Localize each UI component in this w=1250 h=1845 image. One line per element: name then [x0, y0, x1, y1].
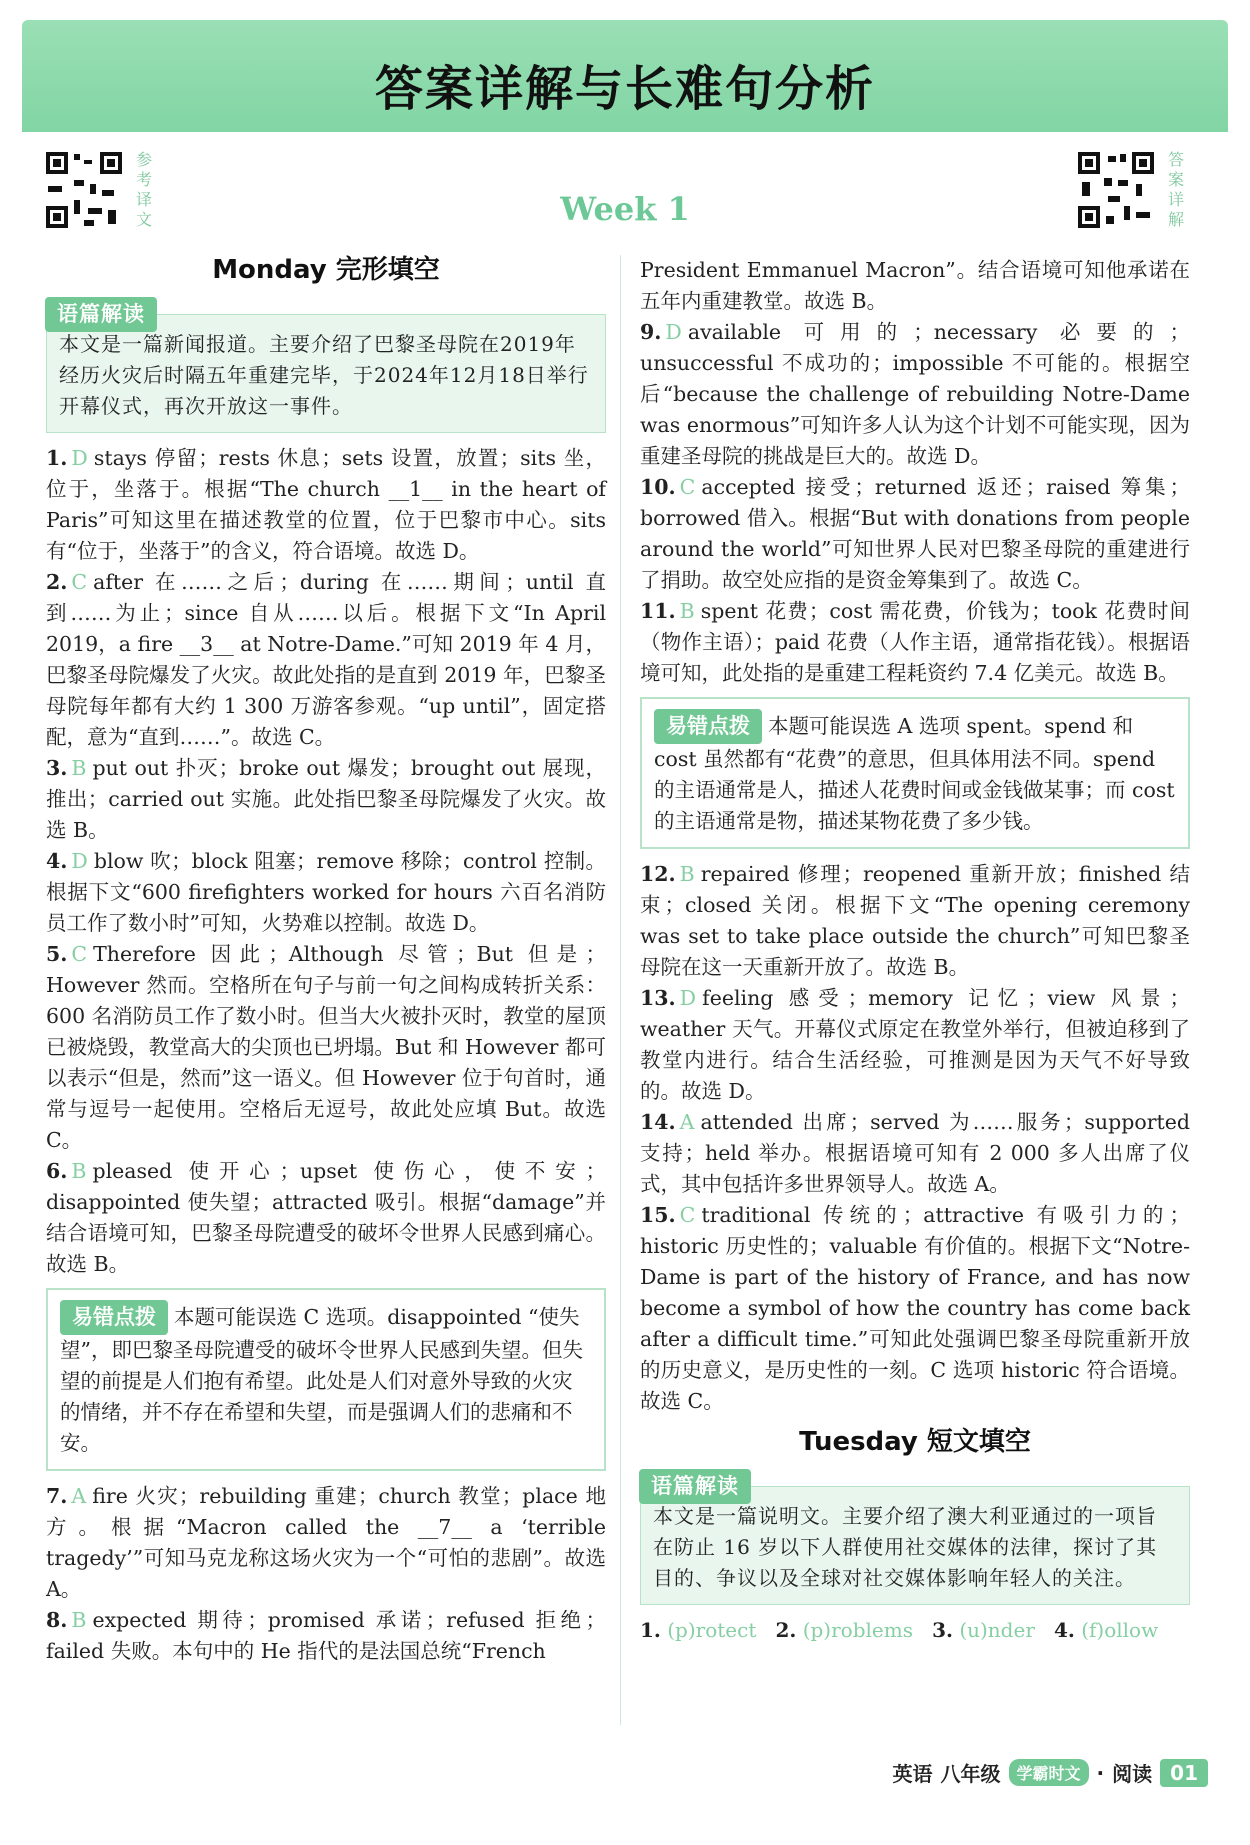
tip-box — [640, 697, 1190, 849]
answer-item: 9. D available 可用的；necessary 必要的；unsuccessful 不成功的；impossible 不可能的。根据空后“because the challenge of rebuilding Notre-Dame was enormous”可知许多人认为这个计划不可能实现，因为重建圣母院的挑战是巨大的。故选 D。 — [640, 320, 1190, 468]
answer-item: 6. B pleased 使开心；upset 使伤心，使不安；disappointed 使失望；attracted 吸引。根据“damage”并结合语境可知，巴黎圣母院遭受的破坏令世界人民感到痛心。故选 B。 — [46, 1159, 606, 1276]
answer-item: 7. A fire 火灾；rebuilding 重建；church 教堂；place 地方。根据“Macron called the __7__ a ‘terrible tragedy’”可知马克龙称这场火灾为一个“可怕的悲剧”。故选 A。 — [46, 1484, 606, 1601]
footer-grade: 八年级 — [940, 1762, 1001, 1786]
tip-text: 本题可能误选 C 选项。disappointed “使失望”，即巴黎圣母院遭受的破坏令世界人民感到失望。但失望的前提是人们抱有希望。此处是人们对意外导致的火灾的情绪，并不存在希望和失望，而是强调人们的悲痛和不安。 — [60, 1305, 583, 1455]
answer-item: 3. B put out 扑灭；broke out 爆发；brought out 展现，推出；carried out 实施。此处指巴黎圣母院爆发了火灾。故选 B。 — [46, 756, 606, 842]
footer-subject: 英语 — [892, 1762, 933, 1786]
answer-item: 4. D blow 吹；block 阻塞；remove 移除；control 控制。根据下文“600 firefighters worked for hours 六百名消防员工作了数小时”可知，火势难以控制。故选 D。 — [46, 849, 606, 935]
tuesday-title: Tuesday 短文填空 — [799, 1427, 1031, 1457]
footer-brand: 学霸时文 — [1009, 1759, 1089, 1786]
page-title: 答案详解与长难句分析 — [374, 61, 875, 117]
summary-tag: 语篇解读 — [45, 297, 157, 332]
summary-tag: 语篇解读 — [639, 1469, 751, 1504]
monday-items — [46, 443, 606, 1280]
summary-text: 本文是一篇说明文。主要介绍了澳大利亚通过的一项旨在防止 16 岁以下人群使用社交媒体的法律，探讨了其目的、争议以及全球对社交媒体影响年轻人的关注。 — [653, 1504, 1158, 1590]
page-number: 01 — [1160, 1759, 1208, 1787]
answer-item: 5. C Therefore 因此；Although 尽管；But 但是；However 然而。空格所在句子与前一句之间构成转折关系：600 名消防员工作了数小时。但当大火被扑灭时，教堂的屋顶已被烧毁，教堂高大的尖顶也已坍塌。But 和 However 都可以表示“但是，然而”这一语义。但 However 位于句首时，通常与逗号一起使用。空格后无逗号，故此处应填 But。故选 C。 — [46, 942, 606, 1152]
tip-tag: 易错点拨 — [654, 709, 762, 744]
answer-item: 13. D feeling 感受；memory 记忆；view 风景；weather 天气。开幕仪式原定在教堂外举行，但被迫移到了教堂内进行。结合生活经验，可推测是因为天气不好导致的。故选 D。 — [640, 986, 1190, 1103]
answer-item: 2. C after 在……之后；during 在……期间；until 直到……为止；since 自从……以后。根据下文“In April 2019，a fire __3__ at Notre-Dame.”可知 2019 年 4 月，巴黎圣母院爆发了火灾。故此处指的是直到 2019 年，巴黎圣母院每年都有大约 1 300 万游客参观。“up until”，固定搭配，意为“直到……”。故选 C。 — [46, 570, 606, 749]
column-divider — [620, 255, 621, 1725]
footer-type: 阅读 — [1112, 1762, 1153, 1786]
tip-box — [46, 1288, 606, 1471]
right-column — [640, 255, 1190, 1646]
title-banner — [22, 20, 1228, 132]
monday-items-2 — [46, 1481, 606, 1667]
answer-item: 1. D stays 停留；rests 休息；sets 设置，放置；sits 坐，位于，坐落于。根据“The church __1__ in the heart of Paris”可知这里在描述教堂的位置，位于巴黎市中心。sits 有“位于，坐落于”的含义，符合语境。故选 D。 — [46, 446, 606, 563]
answer-item: President Emmanuel Macron”。结合语境可知他承诺在五年内重建教堂。故选 B。 — [640, 258, 1190, 313]
page-footer: 英语 八年级 学霸时文 · 阅读 01 — [893, 1758, 1208, 1787]
qr-left-label: 参考译文 — [136, 150, 153, 229]
answer-item: 8. B expected 期待；promised 承诺；refused 拒绝；failed 失败。本句中的 He 指代的是法国总统“French — [46, 1608, 606, 1663]
summary-text: 本文是一篇新闻报道。主要介绍了巴黎圣母院在2019年经历火灾后时隔五年重建完毕，于2024年12月18日举行开幕仪式，再次开放这一事件。 — [59, 332, 589, 418]
week-heading: Week 1 — [560, 190, 690, 228]
qr-right-label: 答案详解 — [1168, 150, 1185, 229]
fill-answers: 1. (p)rotect 2. (p)roblems 3. (u)nder 4. (f)ollow — [640, 1618, 1159, 1642]
answer-item: 14. A attended 出席；served 为……服务；supported 支持；held 举办。根据语境可知有 2 000 多人出席了仪式，其中包括许多世界领导人。故选 A。 — [640, 1110, 1190, 1196]
answer-item: 10. C accepted 接受；returned 返还；raised 筹集；borrowed 借入。根据“But with donations from people around the world”可知世界人民对巴黎圣母院的重建进行了捐助。故空处应指的是资金筹集到了。故选 C。 — [640, 475, 1190, 592]
left-column — [46, 255, 606, 1667]
tip-text: 本题可能误选 A 选项 spent。spend 和 cost 虽然都有“花费”的意思，但具体用法不同。spend 的主语通常是人，描述人花费时间或金钱做某事；而 cost 的主语通常是物，描述某物花费了多少钱。 — [654, 714, 1175, 833]
monday-summary-box — [46, 302, 606, 433]
tuesday-summary-box — [640, 1474, 1190, 1605]
tip-tag: 易错点拨 — [60, 1300, 168, 1335]
answer-item: 12. B repaired 修理；reopened 重新开放；finished 结束；closed 关闭。根据下文“The opening ceremony was set to take place outside the church”可知巴黎圣母院在这一天重新开放了。故选 B。 — [640, 862, 1190, 979]
answer-item: 15. C traditional 传统的；attractive 有吸引力的；historic 历史性的；valuable 有价值的。根据下文“Notre-Dame is part of the history of France, and has now become a symbol of how the country has come back after a difficult time.”可知此处强调巴黎圣母院重新开放的历史意义，是历史性的一刻。C 选项 historic 符合语境。故选 C。 — [640, 1203, 1190, 1413]
answer-item: 11. B spent 花费；cost 需花费，价钱为；took 花费时间（物作主语）；paid 花费（人作主语，通常指花钱）。根据语境可知，此处指的是重建工程耗资约 7.4 亿美元。故选 B。 — [640, 599, 1190, 685]
monday-title: Monday 完形填空 — [212, 255, 440, 285]
